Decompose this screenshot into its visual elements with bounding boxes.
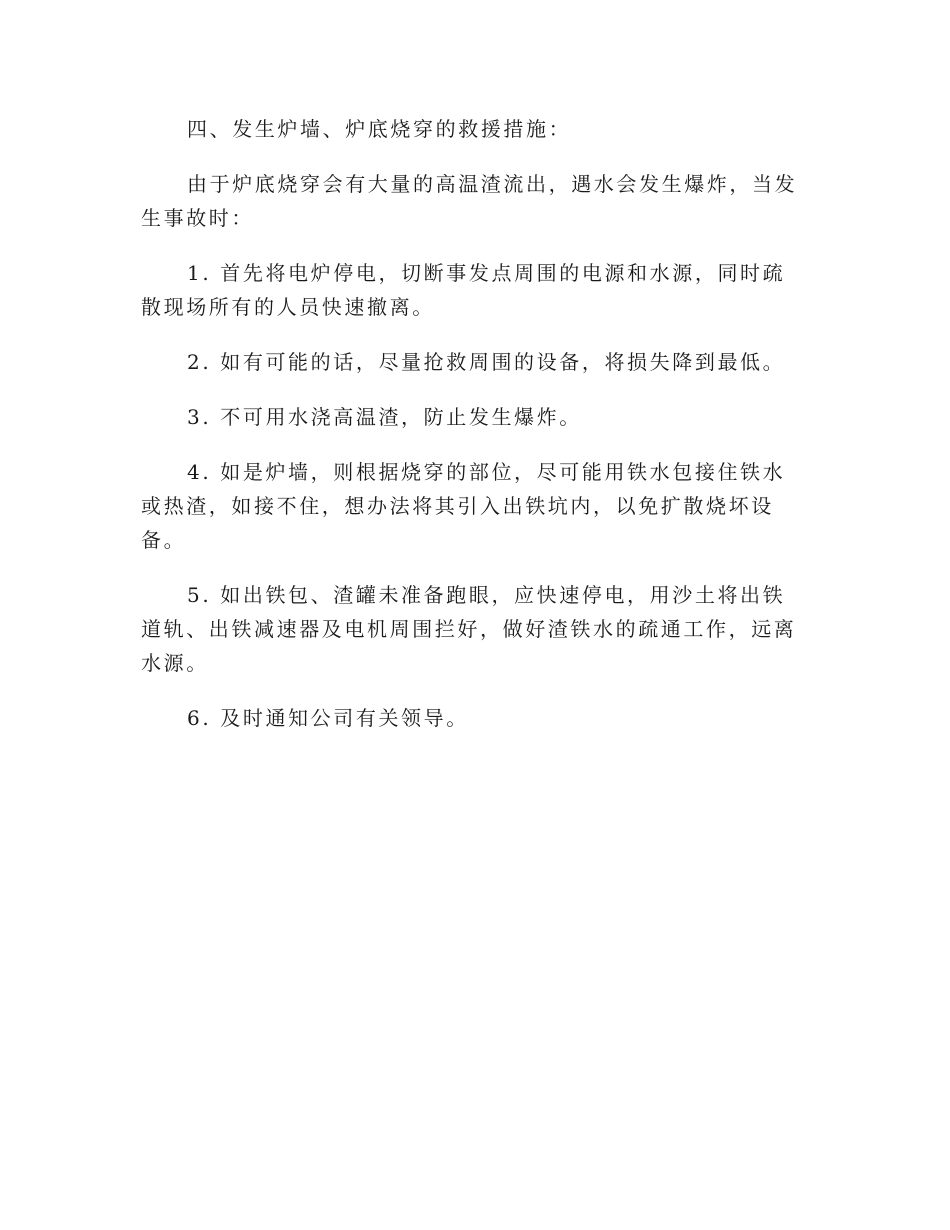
list-item: 4. 如是炉墙，则根据烧穿的部位，尽可能用铁水包接住铁水或热渣，如接不住，想办法将其引入出铁坑内，以免扩散烧坏设备。	[141, 460, 786, 552]
intro-paragraph: 由于炉底烧穿会有大量的高温渣流出，遇水会发生爆炸，当发生事故时：	[141, 172, 798, 230]
list-item: 2. 如有可能的话，尽量抢救周围的设备，将损失降到最低。	[187, 350, 786, 374]
section-heading: 四、发生炉墙、炉底烧穿的救援措施：	[187, 117, 572, 141]
document-body	[141, 112, 801, 756]
list-item: 5. 如出铁包、渣罐未准备跑眼，应快速停电，用沙土将出铁道轨、出铁减速器及电机周围拦好，做好渣铁水的疏通工作，远离水源。	[141, 583, 797, 675]
list-item: 3. 不可用水浇高温渣，防止发生爆炸。	[187, 405, 582, 429]
list-item: 6. 及时通知公司有关领导。	[187, 706, 469, 730]
list-item: 1. 首先将电炉停电，切断事发点周围的电源和水源，同时疏散现场所有的人员快速撤离。	[141, 261, 786, 319]
